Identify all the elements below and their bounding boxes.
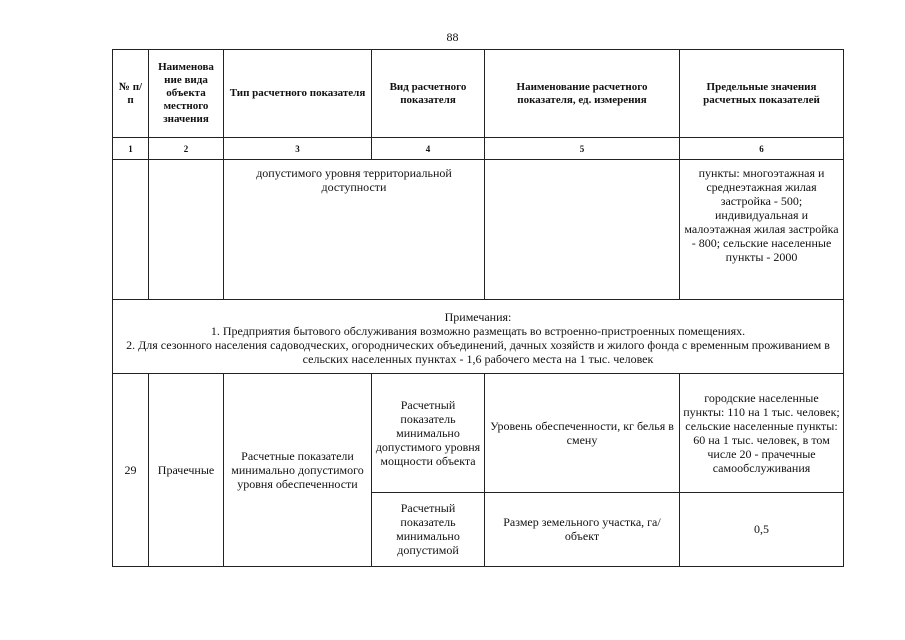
limit-value: городские населенные пункты: 110 на 1 тыс. человек; сельские населенные пункты: 60 на 1 тыс. человек, в том числе 20 - прачечные самообслуживания [680, 373, 844, 492]
column-number: 6 [680, 138, 844, 160]
header-indicator-type: Тип расчетного показателя [224, 50, 372, 138]
row-number: 29 [113, 373, 149, 566]
indicator-kind: Расчетный показатель минимально допустимой [372, 492, 485, 566]
notes-cell [113, 300, 844, 373]
column-number: 1 [113, 138, 149, 160]
note-line-1: 1. Предприятия бытового обслуживания возможно размещать во встроенно-пристроенных помещениях. [210, 324, 746, 339]
header-limit-values: Предельные значения расчетных показателей [680, 50, 844, 138]
notes-row [113, 300, 844, 373]
column-number: 2 [149, 138, 224, 160]
indicator-name: Уровень обеспеченности, кг белья в смену [485, 373, 680, 492]
indicator-kind: Расчетный показатель минимально допустимого уровня мощности объекта [372, 373, 485, 492]
header-object-type: Наименова ние вида объекта местного значения [149, 50, 224, 138]
table-cell [113, 160, 149, 300]
indicator-type: Расчетные показатели минимально допустимого уровня обеспеченности [224, 373, 372, 566]
continuation-indicator-type: допустимого уровня территориальной доступности [224, 160, 485, 300]
column-number: 5 [485, 138, 680, 160]
column-number-row [113, 138, 844, 160]
header-indicator-kind: Вид расчетного показателя [372, 50, 485, 138]
object-name: Прачечные [149, 373, 224, 566]
table-cell [485, 160, 680, 300]
table-cell [149, 160, 224, 300]
page-number: 88 [446, 30, 459, 44]
indicators-table [112, 49, 844, 567]
header-indicator-name: Наименование расчетного показателя, ед. измерения [485, 50, 680, 138]
header-row [113, 50, 844, 138]
continuation-row [113, 160, 844, 300]
table-row [113, 373, 844, 492]
notes-title: Примечания: [444, 310, 512, 325]
note-line-2: 2. Для сезонного населения садоводческих, огороднических объединений, дачных хозяйств и жилого фонда с временным проживанием в сельских населенных пунктах - 1,6 рабочего места на 1 тыс. человек [126, 338, 830, 367]
limit-value: 0,5 [680, 492, 844, 566]
indicator-name: Размер земельного участка, га/объект [485, 492, 680, 566]
header-number: № п/п [113, 50, 149, 138]
column-number: 4 [372, 138, 485, 160]
column-number: 3 [224, 138, 372, 160]
continuation-limit-values: пункты: многоэтажная и среднеэтажная жилая застройка - 500; индивидуальная и малоэтажная жилая застройка - 800; сельские населенные пункты - 2000 [680, 160, 844, 300]
